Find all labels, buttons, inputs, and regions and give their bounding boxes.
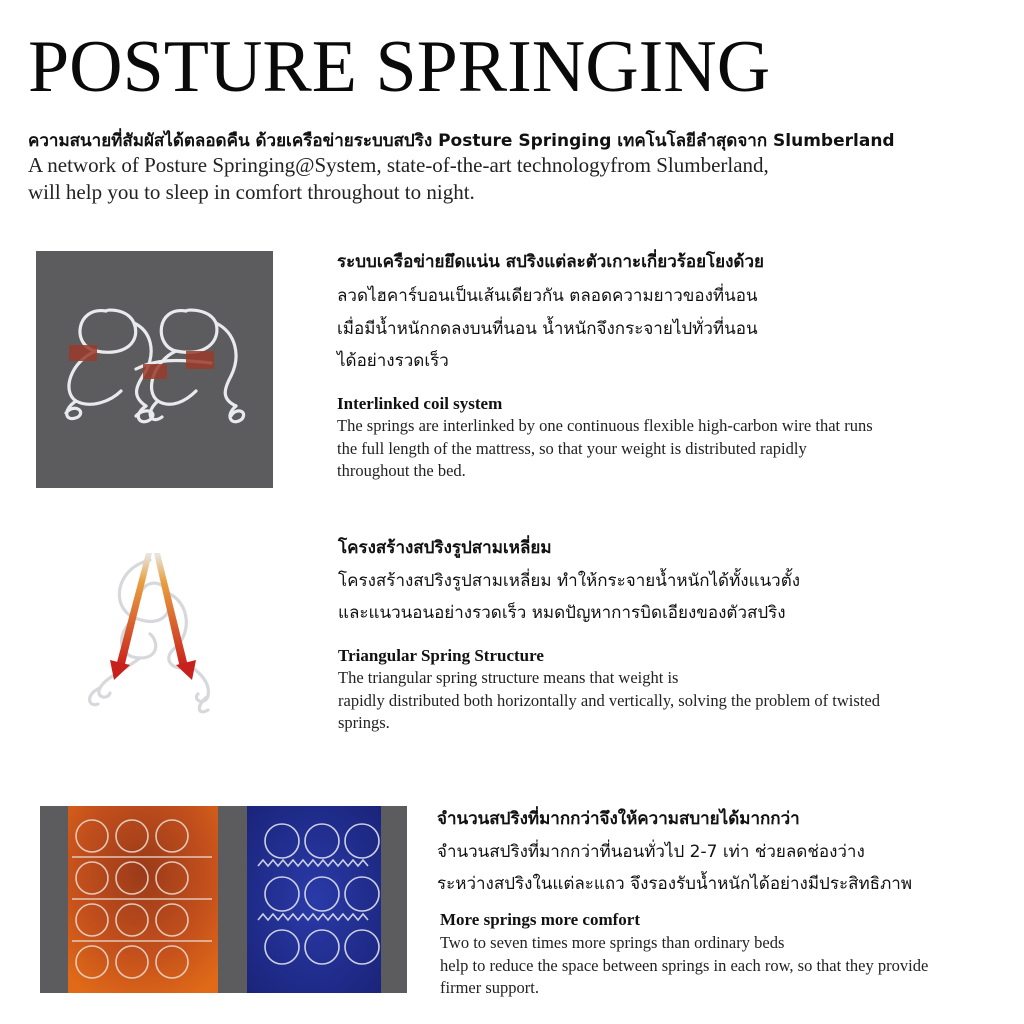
section-2-en-body (338, 667, 880, 735)
section-3-en-body (440, 932, 928, 1000)
section-1-en-title: Interlinked coil system (337, 394, 503, 413)
page-title: POSTURE SPRINGING (28, 26, 771, 108)
section-1-en-body (337, 415, 873, 483)
section-2-en-title: Triangular Spring Structure (338, 646, 544, 665)
triangular-spring-illustration (80, 548, 230, 718)
section-2-en-line: springs. (338, 713, 390, 732)
section-2-thai-line: และแนวนอนอย่างรวดเร็ว หมดปัญหาการบิดเอียงของตัวสปริง (338, 603, 786, 623)
section-2-thai-title: โครงสร้างสปริงรูปสามเหลี่ยม (338, 538, 552, 558)
section-3-thai-title: จำนวนสปริงที่มากกว่าจึงให้ความสบายได้มากกว่า (437, 809, 800, 829)
section-1-thai-line: ลวดไฮคาร์บอนเป็นเส้นเดียวกัน ตลอดความยาวของที่นอน (337, 286, 758, 306)
spring-count-comparison-illustration (40, 806, 407, 993)
intro-line: A network of Posture Springing@System, state-of-the-art technologyfrom Slumberland, (28, 153, 769, 177)
section-3-en-line: Two to seven times more springs than ordinary beds (440, 933, 785, 952)
intro-text (28, 152, 769, 206)
section-1-en-line: throughout the bed. (337, 461, 466, 480)
section-3-en-line: help to reduce the space between springs in each row, so that they provide (440, 955, 929, 975)
section-3-en-title: More springs more comfort (440, 910, 641, 929)
thai-subtitle: ความสนายที่สัมผัสได้ตลอดคืน ด้วยเครือข่ายระบบสปริง Posture Springing เทคโนโลยีลำสุดจาก Slumberland (28, 131, 895, 151)
section-2-en-line: rapidly distributed both horizontally and vertically, solving the problem of twisted (338, 690, 880, 710)
interlinked-coil-illustration (36, 251, 273, 488)
section-1-en-line: The springs are interlinked by one continuous flexible high-carbon wire that runs (337, 416, 873, 435)
section-2-en-line: The triangular spring structure means that weight is (338, 668, 679, 687)
section-3-thai-line: ระหว่างสปริงในแต่ละแถว จึงรองรับน้ำหนักได้อย่างมีประสิทธิภาพ (437, 874, 913, 894)
section-3-en-line: firmer support. (440, 978, 539, 997)
section-1-thai-line: ได้อย่างรวดเร็ว (337, 351, 449, 371)
section-1-thai-title: ระบบเครือข่ายยึดแน่น สปริงแต่ละตัวเกาะเกี่ยวร้อยโยงด้วย (337, 252, 764, 272)
intro-line: will help you to sleep in comfort throughout to night. (28, 180, 475, 204)
section-1-en-line: the full length of the mattress, so that your weight is distributed rapidly (337, 438, 807, 458)
section-1-thai-line: เมื่อมีน้ำหนักกดลงบนที่นอน น้ำหนักจึงกระจายไปทั่วที่นอน (337, 319, 758, 339)
section-3-thai-line: จำนวนสปริงที่มากกว่าที่นอนทั่วไป 2-7 เท่า ช่วยลดช่องว่าง (437, 842, 865, 862)
section-2-thai-line: โครงสร้างสปริงรูปสามเหลี่ยม ทำให้กระจายน้ำหนักได้ทั้งแนวตั้ง (338, 571, 801, 591)
